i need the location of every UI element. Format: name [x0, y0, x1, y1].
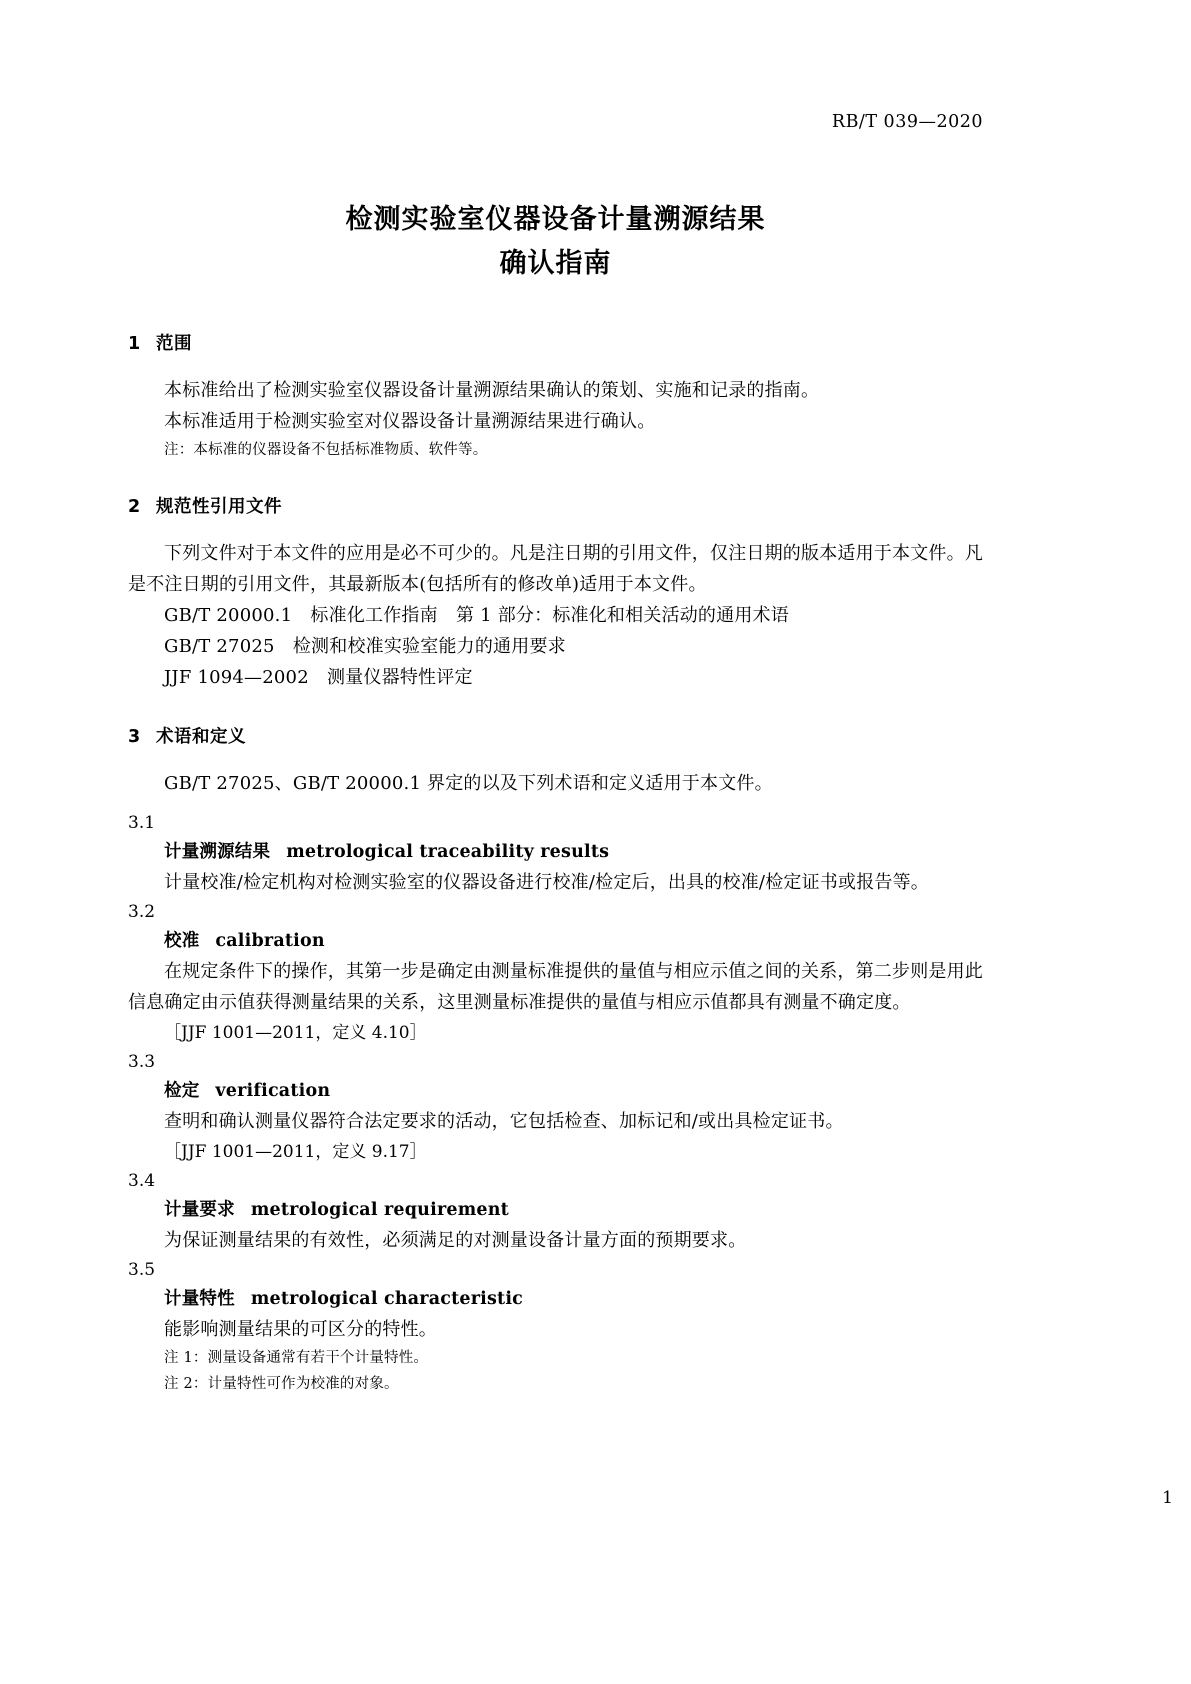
section-number-2: 2 — [128, 497, 141, 517]
term-name-en: metrological requirement — [250, 1200, 509, 1220]
term-definition: 在规定条件下的操作，其第一步是确定由测量标准提供的量值与相应示值之间的关系，第二步则是用此信息确定由示值获得测量结果的关系，这里测量标准提供的量值与相应示值都具有测量不确定度。 — [128, 961, 983, 1013]
standard-code-header: RB/T 039—2020 — [831, 112, 983, 132]
term-name-en: metrological characteristic — [250, 1289, 524, 1309]
page-number: 1 — [1162, 1488, 1173, 1508]
term-name-cn: 计量要求 — [164, 1200, 235, 1220]
section-title-3: 术语和定义 — [156, 727, 246, 747]
term-name-en: verification — [215, 1081, 331, 1101]
document-title-line1: 检测实验室仪器设备计量溯源结果 — [345, 204, 766, 235]
term-name-cn: 计量特性 — [164, 1289, 235, 1309]
term-number: 3.1 — [128, 813, 156, 833]
reference-item: GB/T 27025 检测和校准实验室能力的通用要求 — [164, 636, 566, 657]
term-name-en: metrological traceability results — [286, 842, 610, 862]
term-note: 注 1：测量设备通常有若干个计量特性。 — [164, 1350, 429, 1366]
section-title-1: 范围 — [156, 334, 192, 354]
term-definition: 能影响测量结果的可区分的特性。 — [164, 1319, 437, 1340]
term-title — [128, 926, 983, 956]
section-title-2: 规范性引用文件 — [156, 497, 282, 517]
section-heading-scope — [128, 330, 983, 355]
term-number: 3.2 — [128, 902, 156, 922]
term-number: 3.4 — [128, 1171, 156, 1191]
term-number: 3.5 — [128, 1260, 156, 1280]
terms-intro-paragraph: GB/T 27025、GB/T 20000.1 界定的以及下列术语和定义适用于本文件。 — [164, 773, 773, 794]
term-name-cn: 计量溯源结果 — [164, 842, 271, 862]
term-definition: 计量校准/检定机构对检测实验室的仪器设备进行校准/检定后，出具的校准/检定证书或报告等。 — [164, 872, 929, 893]
term-definition: 查明和确认测量仪器符合法定要求的活动，它包括检查、加标记和/或出具检定证书。 — [164, 1111, 844, 1132]
document-title-line2: 确认指南 — [499, 248, 612, 279]
section-number-3: 3 — [128, 727, 141, 747]
term-name-en: calibration — [215, 931, 325, 951]
scope-paragraph-1: 本标准给出了检测实验室仪器设备计量溯源结果确认的策划、实施和记录的指南。 — [164, 380, 820, 401]
scope-paragraph-2: 本标准适用于检测实验室对仪器设备计量溯源结果进行确认。 — [164, 411, 656, 432]
document-body — [128, 330, 983, 1397]
section-heading-terms-and-definitions — [128, 723, 983, 748]
term-source: ［JJF 1001—2011，定义 4.10］ — [164, 1023, 427, 1043]
reference-item: GB/T 20000.1 标准化工作指南 第 1 部分：标准化和相关活动的通用术语 — [164, 605, 789, 626]
term-number: 3.3 — [128, 1052, 156, 1072]
term-source: ［JJF 1001—2011，定义 9.17］ — [164, 1142, 427, 1162]
section-number-1: 1 — [128, 334, 141, 354]
section-heading-normative-references — [128, 493, 983, 518]
term-title — [128, 1195, 983, 1225]
term-name-cn: 校准 — [164, 931, 200, 951]
normative-references-paragraph: 下列文件对于本文件的应用是必不可少的。凡是注日期的引用文件，仅注日期的版本适用于本文件。凡是不注日期的引用文件，其最新版本(包括所有的修改单)适用于本文件。 — [128, 543, 983, 595]
term-definition: 为保证测量结果的有效性，必须满足的对测量设备计量方面的预期要求。 — [164, 1230, 747, 1251]
reference-item: JJF 1094—2002 测量仪器特性评定 — [164, 667, 473, 688]
term-name-cn: 检定 — [164, 1081, 200, 1101]
document-title — [128, 198, 983, 286]
term-title — [128, 1284, 983, 1314]
scope-note: 注：本标准的仪器设备不包括标准物质、软件等。 — [164, 442, 488, 458]
term-title — [128, 1076, 983, 1106]
term-title — [128, 837, 983, 867]
term-note: 注 2：计量特性可作为校准的对象。 — [164, 1376, 399, 1392]
